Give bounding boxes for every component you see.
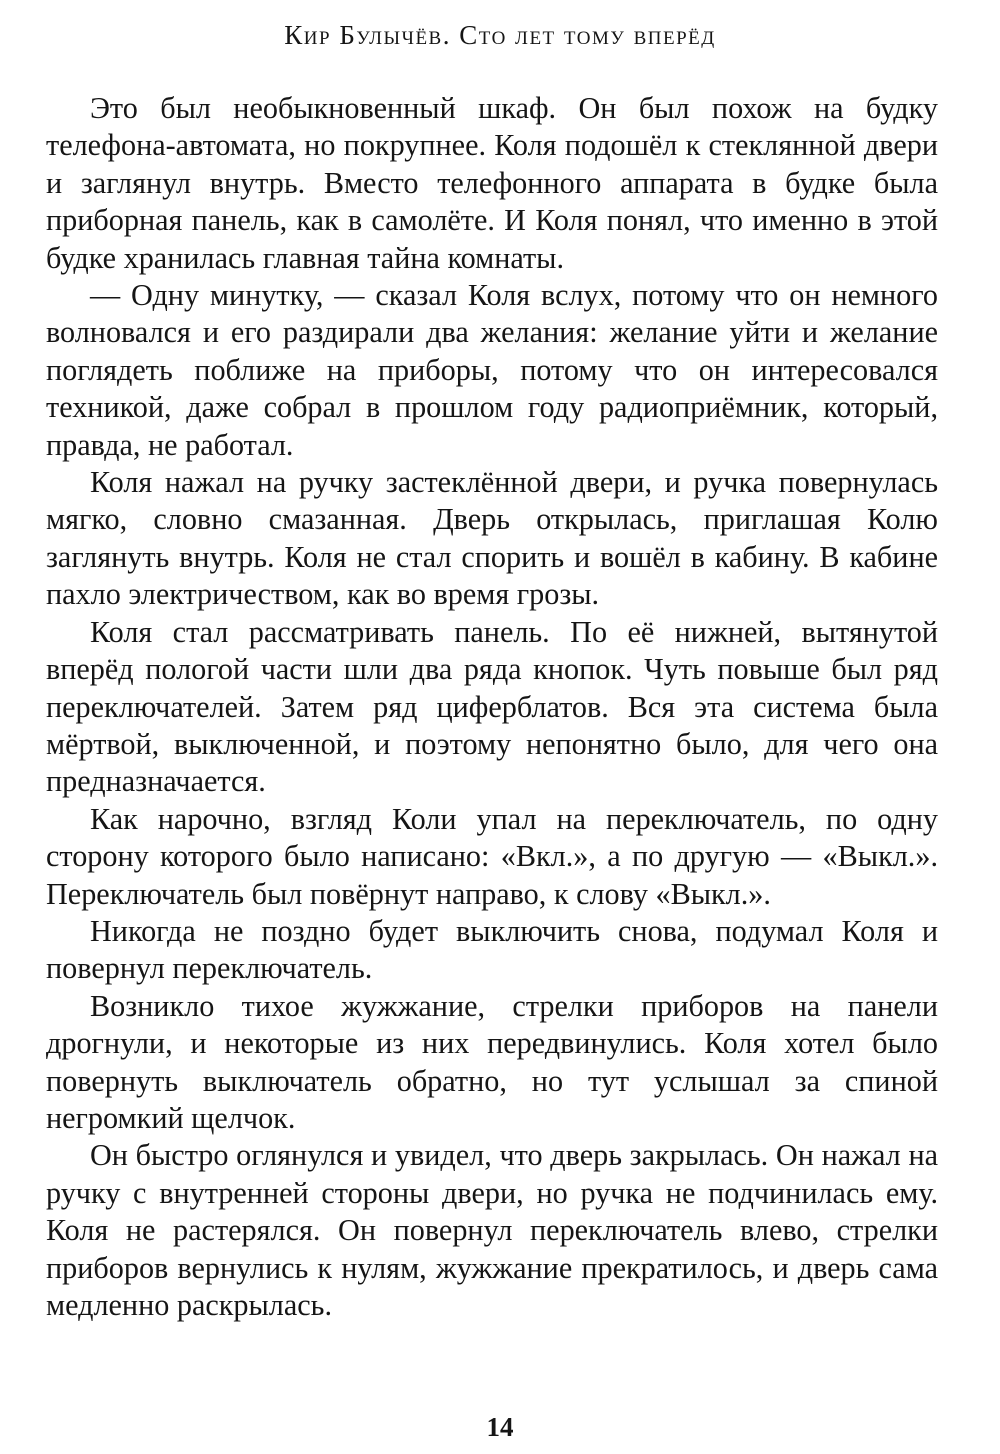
- paragraph: Возникло тихое жужжание, стрелки приборов на панели дрогнули, и некоторые из них передвинулись. Коля хотел было повернуть выключатель обратно, но тут услышал за спиной негромкий щелчок.: [46, 988, 938, 1135]
- paragraph: Он быстро оглянулся и увидел, что дверь закрылась. Он нажал на ручку с внутренней стороны двери, но ручка не подчинилась ему. Коля не растерялся. Он повернул переключатель влево, стрелки приборов вернулись к нулям, жужжание прекратилось, и дверь сама медленно раскрылась.: [46, 1138, 938, 1322]
- paragraph: Никогда не поздно будет выключить снова, подумал Коля и повернул переключатель.: [46, 913, 938, 986]
- paragraph: Коля стал рассматривать панель. По её нижней, вытянутой вперёд пологой части шли два ряда кнопок. Чуть повыше был ряд переключателей. Затем ряд циферблатов. Вся эта система была мёртвой, выключенной, и поэтому непонятно было, для чего она предназначается.: [46, 614, 938, 799]
- paragraph: Это был необыкновенный шкаф. Он был похож на будку телефона-автомата, но покрупнее. Коля подошёл к стеклянной двери и заглянул внутрь. Вместо телефонного аппарата в будке была приборная панель, как в самолёте. И Коля понял, что именно в этой будке хранилась главная тайна комнаты.: [46, 91, 938, 275]
- paragraph: Как нарочно, взгляд Коли упал на переключатель, по одну сторону которого было написано: «Вкл.», а по другую — «Выкл.». Переключатель был повёрнут направо, к слову «Выкл.».: [46, 801, 938, 911]
- paragraph: — Одну минутку, — сказал Коля вслух, потому что он немного волновался и его раздирали два желания: желание уйти и желание поглядеть поближе на приборы, потому что он интересовался техникой, даже собрал в прошлом году радиоприёмник, который, правда, не работал.: [46, 278, 938, 462]
- running-head: Кир Булычёв. Сто лет тому вперёд: [284, 20, 716, 50]
- body-text: [46, 90, 938, 1324]
- page-number: 14: [486, 1412, 514, 1442]
- paragraph: Коля нажал на ручку застеклённой двери, и ручка повернулась мягко, словно смазанная. Дверь открылась, приглашая Колю заглянуть внутрь. Коля не стал спорить и вошёл в кабину. В кабине пахло электричеством, как во время грозы.: [46, 465, 938, 612]
